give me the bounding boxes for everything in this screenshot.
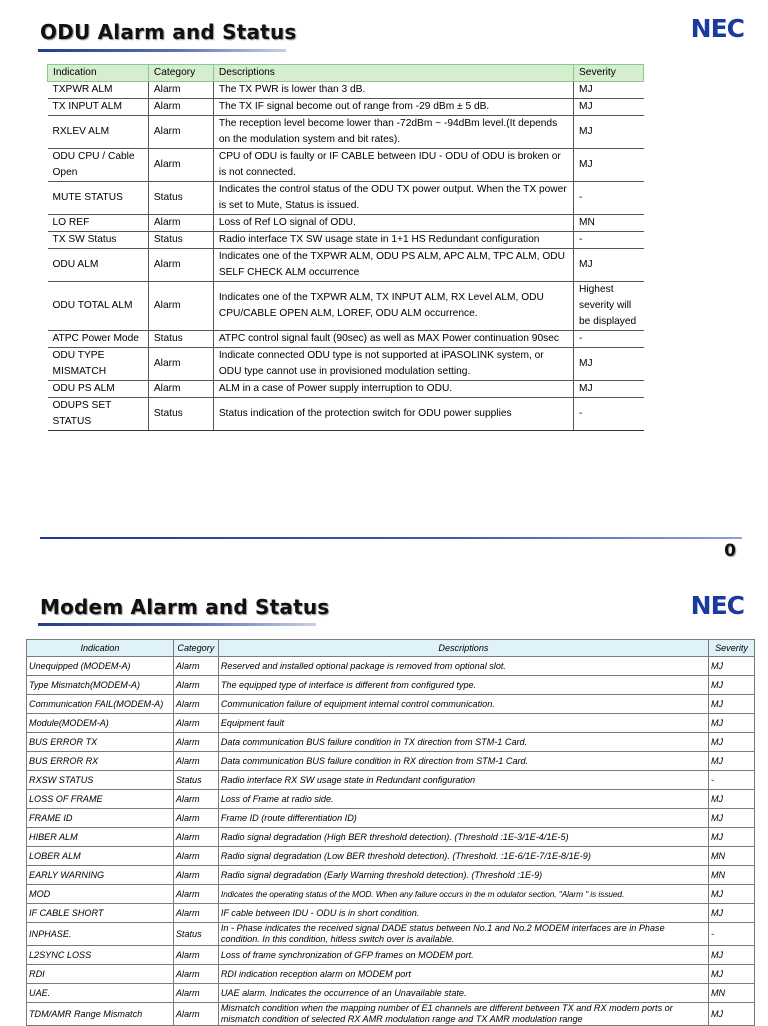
cell-category: Alarm [173,904,218,923]
cell-description: The TX PWR is lower than 3 dB. [213,82,573,99]
cell-category: Alarm [173,984,218,1003]
cell-description: ATPC control signal fault (90sec) as well as MAX Power continuation 90sec [213,331,573,348]
modem-alarm-table [26,639,755,1026]
cell-severity: MJ [708,657,754,676]
cell-severity: MN [708,984,754,1003]
title-underline [38,49,286,52]
modem-table-body [27,657,755,1026]
cell-severity: MJ [574,249,644,282]
cell-description: Data communication BUS failure condition in RX direction from STM-1 Card. [218,752,708,771]
header-indication: Indication [27,640,174,657]
cell-severity: MJ [708,676,754,695]
cell-indication: ODU ALM [48,249,149,282]
table-row [48,215,644,232]
odu-table-body [48,82,644,431]
cell-category: Alarm [148,249,213,282]
cell-category: Alarm [173,714,218,733]
cell-severity: MJ [708,733,754,752]
cell-description: Indicates one of the TXPWR ALM, TX INPUT ALM, RX Level ALM, ODU CPU/CABLE OPEN ALM, LOREF, ODU ALM occurrence. [213,282,573,331]
cell-indication: Unequipped (MODEM-A) [27,657,174,676]
cell-indication: MOD [27,885,174,904]
cell-severity: - [574,331,644,348]
cell-description: Mismatch condition when the mapping number of E1 channels are different between TX and RX modem ports or mismatch condition of selected RX AMR modulation range and TX AMR modulation range [218,1003,708,1026]
cell-description: The reception level become lower than -72dBm ~ -94dBm level.(It depends on the modulation system and bit rates). [213,116,573,149]
cell-severity: MJ [574,116,644,149]
cell-indication: Communication FAIL(MODEM-A) [27,695,174,714]
cell-indication: TXPWR ALM [48,82,149,99]
cell-severity: - [574,232,644,249]
cell-severity: MJ [708,790,754,809]
cell-severity: - [708,923,754,946]
cell-severity: MJ [574,149,644,182]
modem-slide [0,575,768,1024]
table-header-row [48,65,644,82]
header-severity: Severity [708,640,754,657]
cell-description: Indicate connected ODU type is not supported at iPASOLINK system, or ODU type cannot use in provisioned modulation setting. [213,348,573,381]
cell-category: Alarm [148,99,213,116]
table-row [48,398,644,431]
cell-severity: MJ [708,965,754,984]
table-row [48,348,644,381]
cell-category: Status [148,232,213,249]
cell-description: The TX IF signal become out of range from -29 dBm ± 5 dB. [213,99,573,116]
cell-indication: RDI [27,965,174,984]
cell-category: Alarm [173,965,218,984]
cell-indication: BUS ERROR RX [27,752,174,771]
cell-indication: ODU TYPE MISMATCH [48,348,149,381]
cell-category: Alarm [173,790,218,809]
cell-indication: ATPC Power Mode [48,331,149,348]
table-row [27,790,755,809]
header-category: Category [148,65,213,82]
cell-indication: ODUPS SET STATUS [48,398,149,431]
table-row [48,149,644,182]
nec-logo: NEC [690,591,744,620]
cell-description: Status indication of the protection switch for ODU power supplies [213,398,573,431]
table-row [48,99,644,116]
cell-indication: L2SYNC LOSS [27,946,174,965]
cell-indication: FRAME ID [27,809,174,828]
cell-category: Status [148,182,213,215]
nec-logo: NEC [690,14,744,43]
table-row [27,657,755,676]
table-row [27,828,755,847]
table-row [48,116,644,149]
cell-indication: UAE. [27,984,174,1003]
cell-indication: LO REF [48,215,149,232]
cell-severity: MJ [708,904,754,923]
cell-severity: MJ [708,1003,754,1026]
header-category: Category [173,640,218,657]
cell-severity: Highest severity will be displayed [574,282,644,331]
cell-category: Alarm [173,809,218,828]
cell-severity: MJ [708,885,754,904]
table-row [27,714,755,733]
cell-description: Communication failure of equipment internal control communication. [218,695,708,714]
cell-description: ALM in a case of Power supply interruption to ODU. [213,381,573,398]
cell-severity: MJ [708,809,754,828]
cell-description: Radio interface RX SW usage state in Redundant configuration [218,771,708,790]
cell-category: Alarm [148,82,213,99]
table-row [27,904,755,923]
cell-indication: TX SW Status [48,232,149,249]
header-descriptions: Descriptions [218,640,708,657]
header-descriptions: Descriptions [213,65,573,82]
cell-severity: MN [708,866,754,885]
cell-category: Status [173,923,218,946]
cell-category: Alarm [173,866,218,885]
table-row [48,182,644,215]
table-row [27,809,755,828]
cell-description: Indicates the control status of the ODU TX power output. When the TX power is set to Mute, Status is issued. [213,182,573,215]
header-indication: Indication [48,65,149,82]
page-title: Modem Alarm and Status [40,595,330,619]
table-row [48,249,644,282]
cell-indication: RXLEV ALM [48,116,149,149]
cell-indication: Module(MODEM-A) [27,714,174,733]
cell-category: Alarm [173,1003,218,1026]
table-row [27,965,755,984]
cell-severity: MJ [708,752,754,771]
cell-severity: MJ [708,714,754,733]
table-row [27,847,755,866]
cell-indication: ODU CPU / Cable Open [48,149,149,182]
cell-category: Alarm [148,348,213,381]
table-row [48,381,644,398]
cell-category: Alarm [173,733,218,752]
cell-category: Status [173,771,218,790]
cell-description: CPU of ODU is faulty or IF CABLE between IDU - ODU of ODU is broken or is not connected. [213,149,573,182]
cell-category: Status [148,331,213,348]
cell-category: Alarm [173,885,218,904]
cell-category: Alarm [173,676,218,695]
cell-category: Alarm [173,657,218,676]
table-row [27,695,755,714]
table-row [27,885,755,904]
odu-alarm-table [47,64,644,431]
table-row [27,676,755,695]
cell-indication: BUS ERROR TX [27,733,174,752]
cell-severity: MJ [574,99,644,116]
cell-indication: TDM/AMR Range Mismatch [27,1003,174,1026]
cell-category: Alarm [173,752,218,771]
table-row [48,232,644,249]
cell-description: Indicates the operating status of the MOD. When any failure occurs in the m odulator section, "Alarm " is issued. [218,885,708,904]
cell-category: Alarm [148,381,213,398]
header-severity: Severity [574,65,644,82]
cell-description: In - Phase indicates the received signal DADE status between No.1 and No.2 MODEM interfaces are in Phase condition. In this condition, hitless switch over is available. [218,923,708,946]
cell-category: Alarm [148,215,213,232]
cell-description: IF cable between IDU - ODU is in short condition. [218,904,708,923]
table-row [27,946,755,965]
cell-indication: IF CABLE SHORT [27,904,174,923]
cell-category: Alarm [173,828,218,847]
table-row [27,771,755,790]
table-row [27,1003,755,1026]
cell-indication: INPHASE. [27,923,174,946]
cell-description: UAE alarm. Indicates the occurrence of an Unavailable state. [218,984,708,1003]
cell-indication: EARLY WARNING [27,866,174,885]
cell-category: Alarm [173,946,218,965]
cell-severity: MN [708,847,754,866]
cell-description: Data communication BUS failure condition in TX direction from STM-1 Card. [218,733,708,752]
cell-severity: MJ [574,82,644,99]
cell-severity: MJ [708,828,754,847]
title-underline [38,623,316,626]
cell-description: Loss of Ref LO signal of ODU. [213,215,573,232]
cell-severity: - [708,771,754,790]
table-header-row [27,640,755,657]
table-row [48,82,644,99]
cell-category: Alarm [173,847,218,866]
cell-indication: LOBER ALM [27,847,174,866]
cell-description: Radio signal degradation (High BER threshold detection). (Threshold :1E-3/1E-4/1E-5) [218,828,708,847]
page-number: 0 [724,541,736,561]
cell-category: Alarm [148,282,213,331]
cell-indication: HIBER ALM [27,828,174,847]
cell-description: Equipment fault [218,714,708,733]
cell-description: The equipped type of interface is different from configured type. [218,676,708,695]
page-title: ODU Alarm and Status [40,20,297,44]
footer-divider [40,537,742,539]
cell-indication: Type Mismatch(MODEM-A) [27,676,174,695]
cell-description: Reserved and installed optional package is removed from optional slot. [218,657,708,676]
table-row [27,923,755,946]
table-row [27,733,755,752]
cell-severity: - [574,398,644,431]
cell-description: RDI indication reception alarm on MODEM port [218,965,708,984]
cell-indication: RXSW STATUS [27,771,174,790]
table-row [27,866,755,885]
cell-indication: ODU TOTAL ALM [48,282,149,331]
cell-severity: - [574,182,644,215]
cell-category: Alarm [173,695,218,714]
cell-severity: MN [574,215,644,232]
table-row [48,331,644,348]
cell-description: Radio signal degradation (Early Warning threshold detection). (Threshold :1E-9) [218,866,708,885]
cell-indication: ODU PS ALM [48,381,149,398]
cell-description: Loss of frame synchronization of GFP frames on MODEM port. [218,946,708,965]
cell-category: Alarm [148,149,213,182]
cell-category: Status [148,398,213,431]
cell-severity: MJ [574,348,644,381]
cell-description: Indicates one of the TXPWR ALM, ODU PS ALM, APC ALM, TPC ALM, ODU SELF CHECK ALM occurrence [213,249,573,282]
cell-indication: LOSS OF FRAME [27,790,174,809]
cell-indication: TX INPUT ALM [48,99,149,116]
table-row [27,752,755,771]
cell-severity: MJ [708,695,754,714]
cell-description: Radio signal degradation (Low BER threshold detection). (Threshold. :1E-6/1E-7/1E-8/1E-9) [218,847,708,866]
cell-description: Loss of Frame at radio side. [218,790,708,809]
cell-severity: MJ [574,381,644,398]
table-row [48,282,644,331]
cell-category: Alarm [148,116,213,149]
cell-severity: MJ [708,946,754,965]
cell-indication: MUTE STATUS [48,182,149,215]
cell-description: Radio interface TX SW usage state in 1+1 HS Redundant configuration [213,232,573,249]
table-row [27,984,755,1003]
cell-description: Frame ID (route differentiation ID) [218,809,708,828]
